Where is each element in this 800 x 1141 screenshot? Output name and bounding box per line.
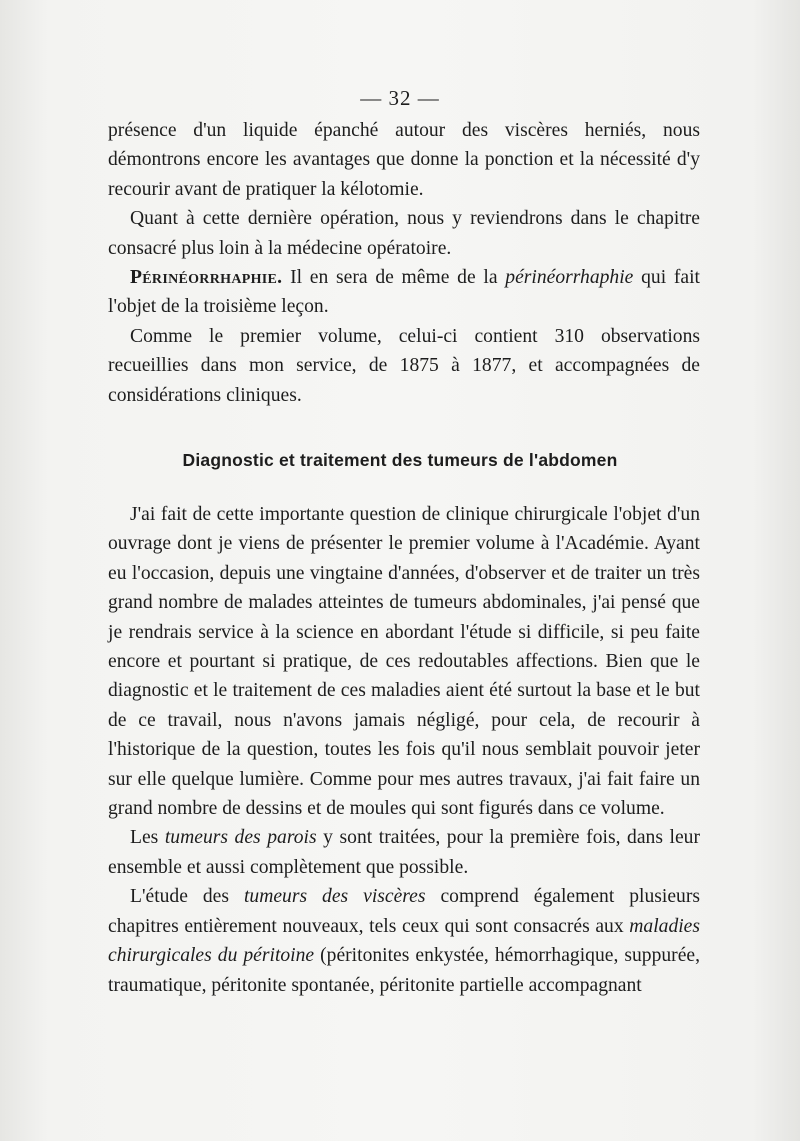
visceres-text-after: (péritonites enkystée, hémorrhagique, suppurée, traumatique, péritonite spontanée, péritonite partielle accompagnant — [108, 945, 700, 996]
paragraph-operation: Quant à cette dernière opération, nous y reviendrons dans le chapitre consacré plus loin à la médecine opératoire. — [108, 208, 700, 259]
paragraph-visceres — [108, 882, 700, 1000]
visceres-text-before: L'étude des — [130, 886, 244, 908]
perineorrhaphie-italic: périnéorrhaphie — [505, 267, 634, 289]
perineorrhaphie-text-after: qui fait l'objet de la troisième leçon. — [108, 267, 700, 318]
paragraph-perineorrhaphie — [108, 263, 700, 322]
paragraph-ponction: présence d'un liquide épanché autour des viscères herniés, nous démontrons encore les avantages que donne la ponction et la nécessité d'y recourir avant de pratiquer la kélotomie. — [108, 120, 700, 200]
visceres-text-middle: comprend également plusieurs chapitres entièrement nouveaux, tels ceux qui sont consacrés aux — [108, 886, 700, 937]
paragraph-parois — [108, 823, 700, 882]
page-number: — 32 — — [360, 86, 440, 110]
parois-italic: tumeurs des parois — [164, 827, 317, 849]
peritoine-italic: maladies chirurgicales du péritoine — [108, 915, 700, 967]
parois-text-before: Les — [130, 827, 165, 849]
visceres-italic: tumeurs des viscères — [243, 886, 426, 908]
section-text-block — [108, 500, 700, 1000]
section-title: Diagnostic et traitement des tumeurs de l'abdomen — [182, 450, 618, 470]
parois-text-after: y sont traitées, pour la première fois, dans leur ensemble et aussi complètement que possible. — [108, 827, 700, 878]
perineorrhaphie-text-before: Il en sera de même de la — [282, 267, 506, 289]
paragraph-ouvrage: J'ai fait de cette importante question de clinique chirurgicale l'objet d'un ouvrage dont je viens de présenter le premier volume à l'Académie. Ayant eu l'occasion, depuis une vingtaine d'années, d'observer et de traiter un très grand nombre de malades atteintes de tumeurs abdominales, j'ai pensé que je rendrais service à la science en abordant l'étude si difficile, si peu faite encore et pourtant si pratique, de ces redoutables affections. Bien que le diagnostic et le traitement de ces maladies aient été surtout la base et le but de ce travail, nous n'avons jamais négligé, pour cela, de recourir à l'historique de la question, toutes les fois qu'il nous semblait pouvoir jeter sur elle quelque lumière. Comme pour mes autres travaux, j'ai fait faire un grand nombre de dessins et de moules qui sont figurés dans ce volume. — [108, 504, 700, 820]
perineorrhaphie-label: Périnéorrhaphie. — [130, 267, 283, 289]
intro-text-block — [108, 116, 700, 410]
paragraph-observations: Comme le premier volume, celui-ci contient 310 observations recueillies dans mon service, de 1875 à 1877, et accompagnées de considérations cliniques. — [108, 325, 700, 406]
